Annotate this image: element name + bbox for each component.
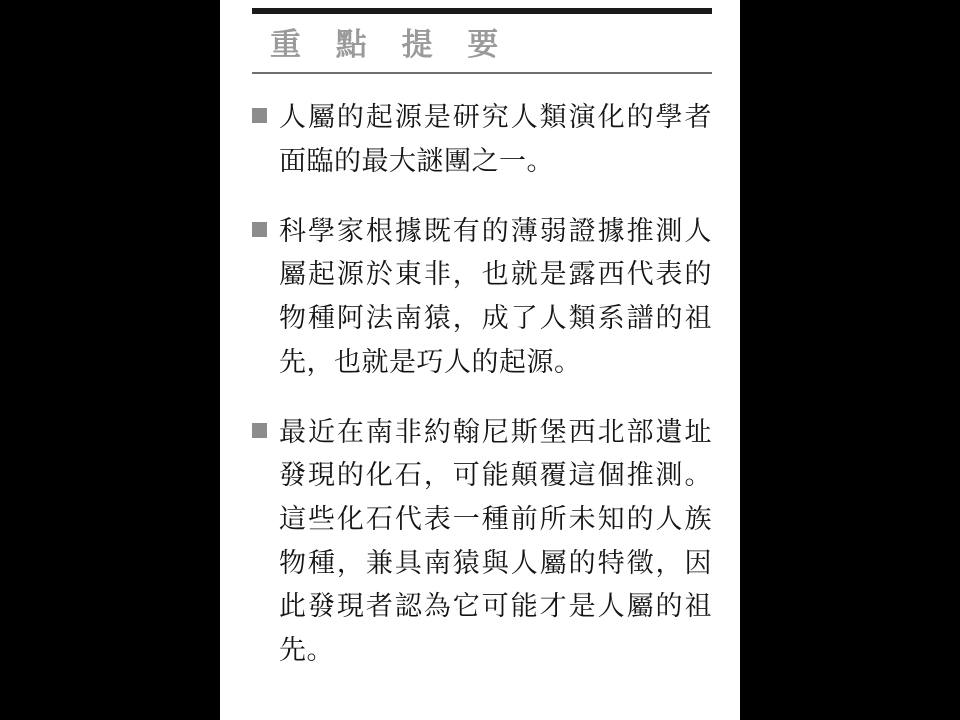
- list-item-text: 科學家根據既有的薄弱證據推測人屬起源於東非，也就是露西代表的物種阿法南猿，成了人類系譜的祖先，也就是巧人的起源。: [279, 215, 712, 378]
- list-item-text: 人屬的起源是研究人類演化的學者面臨的最大謎團之一。: [279, 102, 712, 177]
- heading-rule-bottom: [252, 72, 712, 74]
- square-bullet-icon: [252, 108, 267, 123]
- list-item: [252, 411, 712, 673]
- page-content: [252, 0, 712, 699]
- square-bullet-icon: [252, 222, 267, 237]
- list-item: [252, 210, 712, 385]
- list-item-text: 最近在南非約翰尼斯堡西北部遺址發現的化石，可能顛覆這個推測。這些化石代表一種前所未知的人族物種，兼具南猿與人屬的特徵，因此發現者認為它可能才是人屬的祖先。: [279, 416, 712, 667]
- list-item: [252, 96, 712, 183]
- bullet-list: [252, 96, 712, 673]
- square-bullet-icon: [252, 423, 267, 438]
- document-page: [220, 0, 740, 720]
- page-title: 重 點 提 要: [270, 27, 511, 63]
